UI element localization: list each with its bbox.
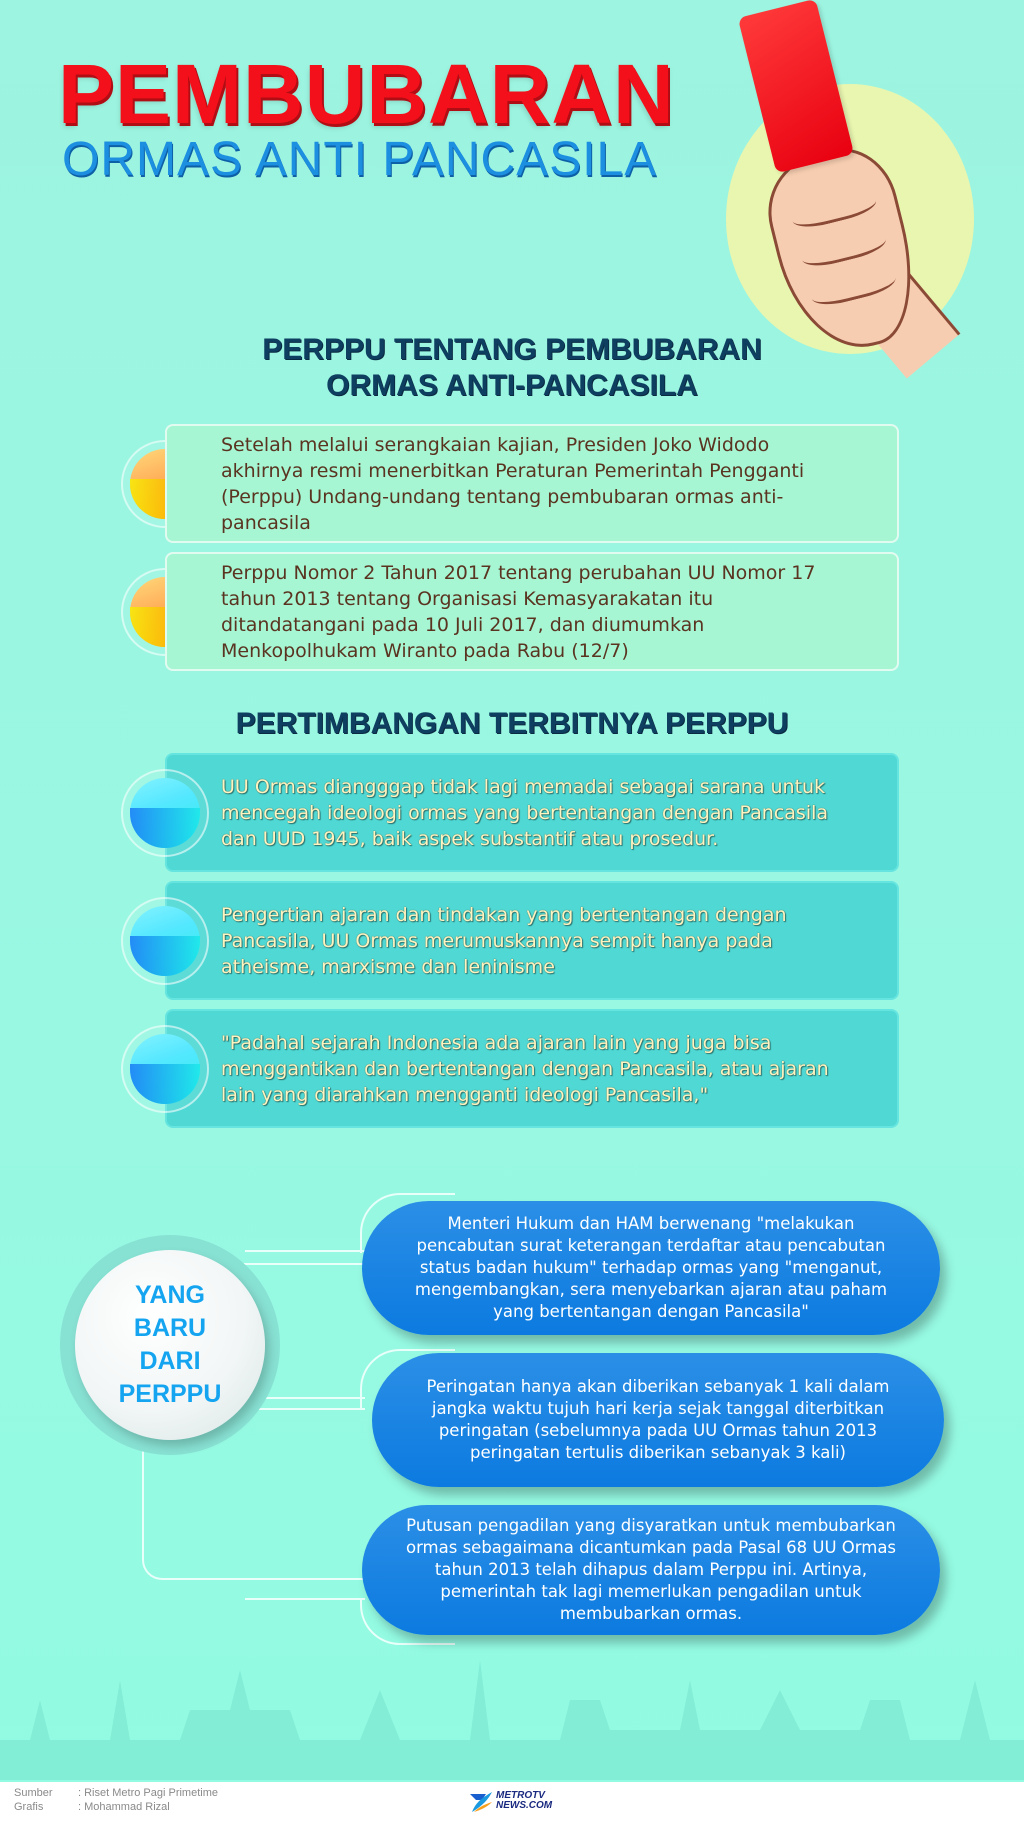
skyline-silhouette xyxy=(0,1640,1024,1780)
credit-value: : Riset Metro Pagi Primetime xyxy=(78,1787,218,1799)
reason-card-text: Pengertian ajaran dan tindakan yang bertentangan dengan Pancasila, UU Ormas merumuskannya sempit hanya pada atheisme, marxisme dan leninisme xyxy=(221,903,787,978)
badge-line: YANG xyxy=(135,1281,205,1309)
reason-card-text: UU Ormas diangggap tidak lagi memadai sebagai sarana untuk mencegah ideologi ormas yang bertentangan dengan Pancasila dan UUD 1945, baik aspek substantif atau prosedur. xyxy=(221,775,829,850)
credit-source xyxy=(14,1786,218,1800)
connector-line xyxy=(245,1250,365,1252)
info-card-text: Perppu Nomor 2 Tahun 2017 tentang perubahan UU Nomor 17 tahun 2013 tentang Organisasi Kemasyarakatan itu ditandatangani pada 10 Juli 2017, dan diumumkan Menkopolhukam Wiranto pada Rabu (12/7) xyxy=(221,561,816,662)
section-heading-perppu xyxy=(0,332,1024,404)
connector-line xyxy=(142,1445,367,1580)
finger-line xyxy=(798,223,888,271)
footer xyxy=(0,1782,1024,1821)
new-rule-pill xyxy=(362,1505,940,1635)
credit-value: : Mohammad Rizal xyxy=(78,1801,170,1813)
credit-graphics xyxy=(14,1800,218,1814)
badge-line: BARU xyxy=(133,1314,207,1342)
credits xyxy=(14,1786,218,1814)
heading-line: ORMAS ANTI-PANCASILA xyxy=(326,369,698,402)
badge-line: DARI xyxy=(139,1347,201,1375)
new-rule-pill xyxy=(362,1201,940,1335)
new-rule-pill xyxy=(372,1353,944,1487)
info-card-text: Setelah melalui serangkaian kajian, Presiden Joko Widodo akhirnya resmi menerbitkan Peraturan Pemerintah Pengganti (Perppu) Undang-undang tentang pembubaran ormas anti-pancasila xyxy=(221,433,805,534)
finger-line xyxy=(808,262,898,310)
connector-line xyxy=(245,1598,365,1600)
credit-label: Grafis xyxy=(14,1801,44,1813)
new-rule-text: Putusan pengadilan yang disyaratkan untuk membubarkan ormas sebagaimana dicantumkan pada Pasal 68 UU Ormas tahun 2013 telah dihapus dalam Perppu ini. Artinya, pemerintah tak lagi memerlukan pengadilan untuk membubarkan ormas. xyxy=(405,1516,897,1623)
finger-line xyxy=(788,184,878,232)
subtitle: ORMAS ANTI PANCASILA xyxy=(62,133,658,186)
new-rule-text: Menteri Hukum dan HAM berwenang "melakukan pencabutan surat keterangan terdaftar atau pencabutan status badan hukum" terhadap ormas yang "menganut, mengembangkan, sera menyebarkan ajaran atau paham yang bertentangan dengan Pancasila" xyxy=(414,1214,888,1321)
new-rule-text: Peringatan hanya akan diberikan sebanyak 1 kali dalam jangka waktu tujuh hari kerja sejak tanggal diterbitkan peringatan (sebelumnya pada UU Ormas tahun 2013 peringatan tertulis diberikan sebanyak 3 kali) xyxy=(426,1377,890,1462)
info-card xyxy=(165,424,899,543)
section-heading-pertimbangan: PERTIMBANGAN TERBITNYA PERPPU xyxy=(235,707,789,740)
eagle-logo-icon xyxy=(468,1788,494,1814)
blue-ball-icon xyxy=(130,906,200,976)
heading-line: PERPPU TENTANG PEMBUBARAN xyxy=(262,333,762,366)
info-card xyxy=(165,552,899,671)
reason-card-text: "Padahal sejarah Indonesia ada ajaran lain yang juga bisa menggantikan dan bertentangan dengan Pancasila, atau ajaran lain yang diarahkan mengganti ideologi Pancasila," xyxy=(221,1031,829,1106)
reason-card xyxy=(165,881,899,1000)
reason-card xyxy=(165,1009,899,1128)
badge-line: PERPPU xyxy=(118,1380,222,1408)
blue-ball-icon xyxy=(130,1034,200,1104)
credit-label: Sumber xyxy=(14,1787,53,1799)
hand-holding-red-card-illustration xyxy=(720,0,1024,380)
yang-baru-badge xyxy=(75,1250,265,1440)
logo-wordmark xyxy=(496,1791,552,1811)
badge-label xyxy=(119,1279,222,1411)
metrotvnews-logo xyxy=(468,1788,552,1814)
blue-ball-icon xyxy=(130,778,200,848)
logo-line: NEWS.COM xyxy=(496,1800,553,1811)
main-title: PEMBUBARAN xyxy=(58,47,675,141)
reason-card xyxy=(165,753,899,872)
logo-line: METROTV xyxy=(496,1790,545,1801)
